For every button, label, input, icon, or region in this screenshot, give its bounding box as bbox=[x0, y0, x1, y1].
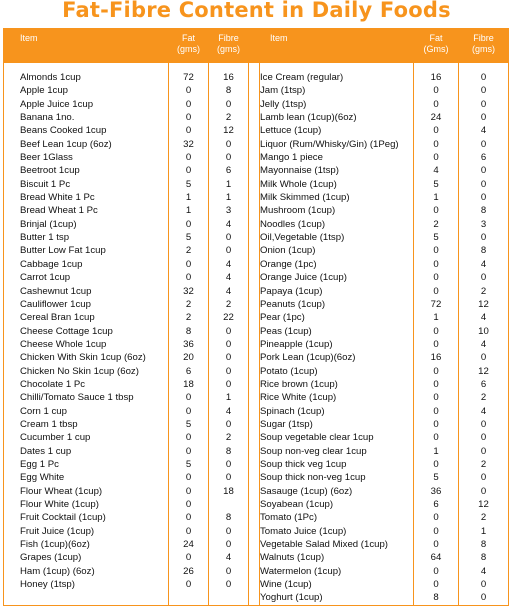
fibre-value: 0 bbox=[480, 192, 487, 204]
fibre-value: 8 bbox=[225, 512, 232, 524]
fat-value: 0 bbox=[433, 125, 439, 137]
fibre-value: 1 bbox=[225, 178, 232, 190]
food-name: Fruit Cocktail (1cup) bbox=[20, 512, 106, 524]
fibre-value: 22 bbox=[223, 312, 234, 324]
food-name: Soyabean (1cup) bbox=[260, 499, 334, 510]
food-name: Apple Juice 1cup bbox=[20, 98, 94, 110]
table-row bbox=[4, 191, 510, 204]
fat-value: 0 bbox=[185, 432, 192, 444]
fat-value: 5 bbox=[185, 178, 192, 190]
fat-value: 36 bbox=[430, 485, 442, 497]
fat-value: 5 bbox=[185, 232, 192, 244]
food-name: Rice White (1cup) bbox=[260, 392, 337, 404]
food-name: Cereal Bran 1cup bbox=[20, 312, 95, 324]
fibre-value: 0 bbox=[225, 338, 232, 350]
food-name: Biscuit 1 Pc bbox=[20, 178, 71, 190]
food-name: Beetroot 1cup bbox=[20, 165, 80, 177]
food-name: Cheese Cottage 1cup bbox=[20, 325, 113, 337]
food-name: Pork Lean (1cup)(6oz) bbox=[260, 352, 356, 364]
fibre-value: 0 bbox=[225, 365, 232, 377]
fat-value: 16 bbox=[430, 72, 442, 83]
table-row bbox=[4, 445, 510, 458]
food-name: Beans Cooked 1cup bbox=[20, 125, 107, 137]
food-name: Cashewnut 1cup bbox=[20, 285, 92, 297]
food-name: Spinach (1cup) bbox=[260, 405, 325, 417]
fibre-value: 0 bbox=[225, 138, 232, 150]
fibre-value: 0 bbox=[480, 98, 487, 110]
header-fibre-left: Fibre (gms) bbox=[217, 33, 240, 54]
table-row bbox=[4, 164, 510, 177]
table-row bbox=[4, 298, 510, 311]
food-name: Honey (1tsp) bbox=[20, 579, 75, 591]
fibre-value: 4 bbox=[480, 258, 487, 270]
food-name: Lamb lean (1cup)(6oz) bbox=[260, 112, 357, 124]
food-name: Carrot 1cup bbox=[20, 272, 71, 284]
food-name: Papaya (1cup) bbox=[260, 285, 323, 297]
table-row bbox=[4, 405, 510, 418]
fibre-value: 8 bbox=[225, 445, 232, 457]
fat-value: 0 bbox=[185, 552, 192, 564]
fat-value: 0 bbox=[433, 98, 439, 110]
food-name: Walnuts (1cup) bbox=[260, 552, 325, 564]
header-fat-left: Fat (gms) bbox=[177, 33, 200, 54]
food-name: Tomato Juice (1cup) bbox=[260, 525, 347, 537]
food-name: Cheese Whole 1cup bbox=[20, 338, 107, 350]
fibre-value: 0 bbox=[480, 165, 487, 177]
fat-value: 1 bbox=[433, 192, 439, 204]
fibre-value: 0 bbox=[225, 458, 232, 470]
table-row bbox=[4, 231, 510, 244]
fibre-value: 0 bbox=[225, 245, 232, 257]
table-row bbox=[4, 498, 510, 511]
food-name: Watermelon (1cup) bbox=[260, 565, 342, 577]
table-row bbox=[4, 578, 510, 591]
fibre-value: 2 bbox=[480, 285, 487, 297]
fibre-value: 8 bbox=[480, 245, 487, 257]
food-name: Sasauge (1cup) (6oz) bbox=[260, 485, 353, 497]
table-row bbox=[4, 485, 510, 498]
fibre-value: 0 bbox=[225, 539, 232, 551]
fibre-value: 4 bbox=[225, 285, 232, 297]
food-name: Jam (1tsp) bbox=[260, 85, 306, 97]
fat-value: 0 bbox=[433, 365, 439, 377]
fibre-value: 4 bbox=[480, 338, 487, 350]
fat-value: 0 bbox=[433, 525, 439, 537]
food-name: Onion (1cup) bbox=[260, 245, 316, 257]
food-name: Orange Juice (1cup) bbox=[260, 272, 347, 284]
fibre-value: 0 bbox=[480, 485, 487, 497]
table-row bbox=[4, 285, 510, 298]
fibre-value: 4 bbox=[480, 405, 487, 417]
fat-value: 0 bbox=[185, 485, 192, 497]
fibre-value: 12 bbox=[478, 298, 489, 310]
fibre-value: 0 bbox=[225, 352, 232, 364]
food-name: Pear (1pc) bbox=[260, 312, 305, 324]
fat-value: 16 bbox=[430, 352, 442, 364]
table-row bbox=[4, 365, 510, 378]
food-name: Vegetable Salad Mixed (1cup) bbox=[260, 539, 388, 551]
right-food-list bbox=[4, 71, 510, 605]
food-name: Rice brown (1cup) bbox=[260, 378, 338, 390]
fibre-value: 0 bbox=[480, 178, 487, 190]
table-row bbox=[4, 378, 510, 391]
food-name: Peanuts (1cup) bbox=[260, 298, 326, 310]
fat-value: 1 bbox=[185, 205, 192, 217]
table-row bbox=[4, 418, 510, 431]
food-name: Bread White 1 Pc bbox=[20, 192, 95, 204]
fat-value: 32 bbox=[183, 138, 194, 150]
fibre-value: 4 bbox=[225, 552, 232, 564]
fibre-value: 0 bbox=[225, 565, 232, 577]
table-row bbox=[4, 511, 510, 524]
fibre-value: 8 bbox=[480, 539, 487, 551]
table-row bbox=[4, 551, 510, 564]
food-name: Soup non-veg clear 1cup bbox=[260, 445, 367, 457]
food-name: Egg White bbox=[20, 472, 65, 484]
fat-value: 0 bbox=[185, 445, 192, 457]
food-name: Grapes (1cup) bbox=[20, 552, 82, 564]
fibre-value: 2 bbox=[480, 458, 487, 470]
fibre-value: 8 bbox=[480, 552, 487, 564]
table-row bbox=[4, 178, 510, 191]
fibre-value: 0 bbox=[480, 418, 487, 430]
table-row bbox=[4, 338, 510, 351]
food-name: Bread Wheat 1 Pc bbox=[20, 205, 98, 217]
table-row bbox=[4, 84, 510, 97]
food-name: Oil,Vegetable (1tsp) bbox=[260, 232, 345, 244]
fat-value: 0 bbox=[185, 98, 192, 110]
food-name: Chicken With Skin 1cup (6oz) bbox=[20, 352, 146, 364]
table-row bbox=[4, 244, 510, 257]
fat-value: 0 bbox=[433, 405, 439, 417]
food-name: Milk Skimmed (1cup) bbox=[260, 192, 350, 204]
fat-value: 0 bbox=[433, 579, 439, 591]
fibre-value: 0 bbox=[225, 418, 232, 430]
fibre-value: 4 bbox=[225, 218, 232, 230]
fat-value: 8 bbox=[433, 592, 439, 604]
table-row bbox=[4, 565, 510, 578]
fibre-value: 0 bbox=[480, 272, 487, 284]
fibre-value: 1 bbox=[225, 392, 232, 404]
fat-value: 32 bbox=[183, 285, 194, 297]
fibre-value: 1 bbox=[225, 192, 232, 204]
fat-value: 64 bbox=[430, 552, 442, 564]
food-table bbox=[3, 28, 509, 606]
fibre-value: 0 bbox=[480, 112, 487, 124]
fibre-value: 0 bbox=[225, 325, 232, 337]
food-name: Milk Whole (1cup) bbox=[260, 178, 337, 190]
table-row bbox=[4, 151, 510, 164]
food-name: Orange (1pc) bbox=[260, 258, 317, 270]
header-item-left: Item bbox=[20, 33, 38, 43]
fibre-value: 8 bbox=[225, 85, 232, 97]
food-name: Mayonnaise (1tsp) bbox=[260, 165, 339, 177]
fat-value: 0 bbox=[185, 579, 192, 591]
fat-value: 0 bbox=[433, 272, 439, 284]
fibre-value: 6 bbox=[480, 152, 487, 164]
fat-value: 0 bbox=[433, 285, 439, 297]
table-row bbox=[4, 271, 510, 284]
food-name: Egg 1 Pc bbox=[20, 458, 59, 470]
fibre-value: 8 bbox=[480, 205, 487, 217]
food-name: Peas (1cup) bbox=[260, 325, 312, 337]
fat-value: 2 bbox=[185, 312, 192, 324]
fat-value: 2 bbox=[185, 245, 192, 257]
food-name: Almonds 1cup bbox=[20, 72, 81, 83]
fibre-value: 2 bbox=[225, 298, 232, 310]
fat-value: 0 bbox=[433, 138, 439, 150]
food-name: Pineapple (1cup) bbox=[260, 338, 333, 350]
table-row bbox=[4, 98, 510, 111]
fat-value: 0 bbox=[433, 539, 439, 551]
food-name: Cauliflower 1cup bbox=[20, 298, 91, 310]
food-name: Beer 1Glass bbox=[20, 152, 73, 164]
table-row bbox=[4, 204, 510, 217]
fibre-value: 2 bbox=[225, 112, 232, 124]
food-name: Dates 1 cup bbox=[20, 445, 72, 457]
table-row bbox=[4, 218, 510, 231]
fat-value: 2 bbox=[185, 298, 192, 310]
food-name: Chocolate 1 Pc bbox=[20, 378, 86, 390]
food-name: Jelly (1tsp) bbox=[260, 98, 307, 110]
fibre-value: 4 bbox=[480, 125, 487, 137]
food-name: Soup thick veg 1cup bbox=[260, 458, 347, 470]
table-row bbox=[4, 591, 510, 604]
fat-value: 0 bbox=[185, 525, 192, 537]
fibre-value: 4 bbox=[225, 258, 232, 270]
fibre-value: 0 bbox=[480, 472, 487, 484]
table-row bbox=[4, 71, 510, 84]
fibre-value: 4 bbox=[480, 565, 487, 577]
fat-value: 5 bbox=[185, 418, 192, 430]
food-name: Yoghurt (1cup) bbox=[260, 592, 323, 604]
fat-value: 2 bbox=[433, 218, 439, 230]
food-name: Noodles (1cup) bbox=[260, 218, 326, 230]
fat-value: 18 bbox=[183, 378, 194, 390]
fibre-value: 0 bbox=[225, 525, 232, 537]
fat-value: 1 bbox=[185, 192, 192, 204]
table-row bbox=[4, 311, 510, 324]
fibre-value: 0 bbox=[480, 432, 487, 444]
fat-value: 0 bbox=[185, 165, 192, 177]
fat-value: 0 bbox=[433, 512, 439, 524]
table-row bbox=[4, 538, 510, 551]
food-name: Cabbage 1cup bbox=[20, 258, 83, 270]
fat-value: 0 bbox=[433, 85, 439, 97]
food-name: Banana 1no. bbox=[20, 112, 75, 124]
fat-value: 0 bbox=[433, 258, 439, 270]
fat-value: 1 bbox=[433, 445, 439, 457]
food-name: Fruit Juice (1cup) bbox=[20, 525, 95, 537]
food-name: Cream 1 tbsp bbox=[20, 418, 78, 430]
food-name: Butter Low Fat 1cup bbox=[20, 245, 106, 257]
fat-value: 72 bbox=[430, 298, 442, 310]
fibre-value: 0 bbox=[480, 232, 487, 244]
fat-value: 0 bbox=[433, 338, 439, 350]
fibre-value: 0 bbox=[480, 579, 487, 591]
fibre-value: 0 bbox=[225, 472, 232, 484]
table-row bbox=[4, 525, 510, 538]
fibre-value: 0 bbox=[225, 232, 232, 244]
fibre-value: 4 bbox=[225, 272, 232, 284]
fat-value: 1 bbox=[433, 312, 439, 324]
food-name: Ham (1cup) (6oz) bbox=[20, 565, 95, 577]
fat-value: 20 bbox=[183, 352, 194, 364]
food-name: Lettuce (1cup) bbox=[260, 125, 322, 137]
food-name: Flour Wheat (1cup) bbox=[20, 485, 103, 497]
fat-value: 72 bbox=[183, 72, 194, 83]
fibre-value: 1 bbox=[480, 525, 487, 537]
fat-value: 0 bbox=[433, 245, 439, 257]
fat-value: 0 bbox=[185, 85, 192, 97]
fat-value: 0 bbox=[433, 392, 439, 404]
food-name: Beef Lean 1cup (6oz) bbox=[20, 138, 112, 150]
fat-value: 6 bbox=[185, 365, 192, 377]
fibre-value: 6 bbox=[225, 165, 232, 177]
fat-value: 0 bbox=[433, 205, 439, 217]
food-name: Cucumber 1 cup bbox=[20, 432, 91, 444]
header-fibre-right: Fibre (gms) bbox=[472, 33, 495, 54]
fat-value: 5 bbox=[433, 178, 439, 190]
fibre-value: 2 bbox=[225, 432, 232, 444]
fat-value: 0 bbox=[433, 378, 439, 390]
food-name: Sugar (1tsp) bbox=[260, 418, 313, 430]
page-title: Fat-Fibre Content in Daily Foods bbox=[62, 0, 451, 22]
food-name: Wine (1cup) bbox=[260, 579, 312, 591]
fat-value: 0 bbox=[185, 218, 192, 230]
fat-value: 5 bbox=[185, 458, 192, 470]
table-row bbox=[4, 458, 510, 471]
fat-value: 0 bbox=[433, 432, 439, 444]
fat-value: 0 bbox=[185, 152, 192, 164]
table-row bbox=[4, 471, 510, 484]
fat-value: 8 bbox=[185, 325, 192, 337]
table-row bbox=[4, 258, 510, 271]
fat-value: 0 bbox=[185, 512, 192, 524]
table-row bbox=[4, 124, 510, 137]
food-name: Soup thick non-veg 1cup bbox=[260, 472, 366, 484]
table-row bbox=[4, 111, 510, 124]
food-name: Chicken No Skin 1cup (6oz) bbox=[20, 365, 139, 377]
fat-value: 5 bbox=[433, 472, 439, 484]
fibre-value: 0 bbox=[480, 352, 487, 364]
fibre-value: 2 bbox=[480, 512, 487, 524]
table-row bbox=[4, 325, 510, 338]
food-name: Butter 1 tsp bbox=[20, 232, 70, 244]
fibre-value: 0 bbox=[480, 85, 487, 97]
fibre-value: 2 bbox=[480, 392, 487, 404]
fat-value: 0 bbox=[433, 565, 439, 577]
fat-value: 0 bbox=[185, 112, 192, 124]
food-name: Liquor (Rum/Whisky/Gin) (1Peg) bbox=[260, 138, 399, 150]
fat-value: 0 bbox=[433, 325, 439, 337]
fibre-value: 4 bbox=[480, 312, 487, 324]
table-row bbox=[4, 351, 510, 364]
table-row bbox=[4, 138, 510, 151]
food-name: Tomato (1Pc) bbox=[260, 512, 318, 524]
fat-value: 26 bbox=[183, 565, 194, 577]
fat-value: 24 bbox=[430, 112, 442, 124]
fibre-value: 12 bbox=[478, 499, 489, 510]
fat-value: 0 bbox=[185, 392, 192, 404]
fat-value: 6 bbox=[433, 499, 439, 510]
fat-value: 5 bbox=[433, 232, 439, 244]
fat-value: 0 bbox=[433, 152, 439, 164]
fat-value: 0 bbox=[185, 405, 192, 417]
fibre-value: 0 bbox=[480, 592, 487, 604]
fat-value: 36 bbox=[183, 338, 194, 350]
fibre-value: 0 bbox=[225, 378, 232, 390]
fibre-value: 3 bbox=[225, 205, 232, 217]
food-name: Fish (1cup)(6oz) bbox=[20, 539, 90, 551]
header-fat-right: Fat (Gms) bbox=[423, 33, 449, 54]
fibre-value: 18 bbox=[223, 485, 234, 497]
fibre-value: 0 bbox=[480, 445, 487, 457]
fibre-value: 0 bbox=[225, 579, 232, 591]
fibre-value: 4 bbox=[225, 405, 232, 417]
food-name: Flour White (1cup) bbox=[20, 499, 99, 510]
fat-value: 0 bbox=[185, 258, 192, 270]
fibre-value: 16 bbox=[223, 72, 234, 83]
fat-value: 24 bbox=[183, 539, 194, 551]
header-item-right: Item bbox=[270, 33, 288, 43]
fibre-value: 10 bbox=[478, 325, 489, 337]
table-row bbox=[4, 431, 510, 444]
fat-value: 0 bbox=[185, 272, 192, 284]
food-name: Apple 1cup bbox=[20, 85, 69, 97]
food-name: Mango 1 piece bbox=[260, 152, 323, 164]
food-name: Brinjal (1cup) bbox=[20, 218, 77, 230]
fibre-value: 6 bbox=[480, 378, 487, 390]
fibre-value: 0 bbox=[480, 138, 487, 150]
food-name: Ice Cream (regular) bbox=[260, 72, 344, 83]
fibre-value: 0 bbox=[225, 98, 232, 110]
fat-value: 0 bbox=[433, 418, 439, 430]
food-name: Mushroom (1cup) bbox=[260, 205, 336, 217]
fibre-value: 12 bbox=[223, 125, 234, 137]
fibre-value: 0 bbox=[480, 72, 487, 83]
food-name: Potato (1cup) bbox=[260, 365, 318, 377]
fat-value: 4 bbox=[433, 165, 439, 177]
fibre-value: 3 bbox=[480, 218, 487, 230]
food-name: Chilli/Tomato Sauce 1 tbsp bbox=[20, 392, 134, 404]
fat-value: 0 bbox=[433, 458, 439, 470]
fibre-value: 0 bbox=[225, 152, 232, 164]
fibre-value: 12 bbox=[478, 365, 489, 377]
food-name: Corn 1 cup bbox=[20, 405, 67, 417]
table-row bbox=[4, 391, 510, 404]
fat-value: 0 bbox=[185, 499, 192, 510]
fat-value: 0 bbox=[185, 125, 192, 137]
food-name: Soup vegetable clear 1cup bbox=[260, 432, 374, 444]
fat-value: 0 bbox=[185, 472, 192, 484]
